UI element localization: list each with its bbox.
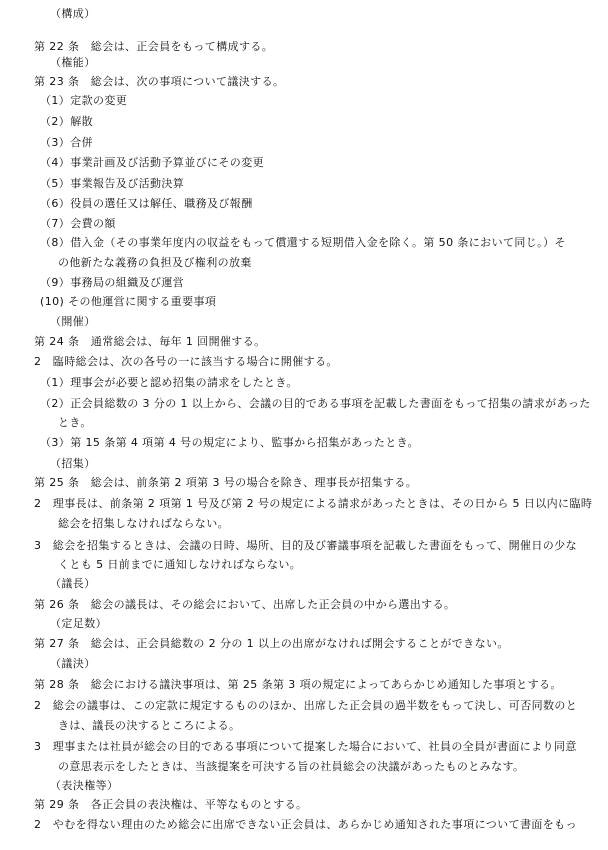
text-line: 第 23 条 総会は、次の事項について議決する。 <box>34 75 285 88</box>
text-line: （5）事業報告及び活動決算 <box>40 177 185 190</box>
text-line: （定足数） <box>50 617 107 630</box>
text-line: 第 24 条 通常総会は、毎年 1 回開催する。 <box>34 335 266 348</box>
text-line: （権能） <box>50 56 96 69</box>
text-line: （1）定款の変更 <box>40 94 128 107</box>
text-line: （招集） <box>50 457 96 470</box>
text-line: （1）理事会が必要と認め招集の請求をしたとき。 <box>40 376 298 389</box>
text-line: （8）借入金（その事業年度内の収益をもって償還する短期借入金を除く。第 50 条において同じ。）そ <box>40 236 566 249</box>
text-line: 第 27 条 総会は、正会員総数の 2 分の 1 以上の出席がなければ開会することができない。 <box>34 637 509 650</box>
text-line: (10) その他運営に関する重要事項 <box>40 295 217 308</box>
text-line: くとも 5 日前までに通知しなければならない。 <box>58 558 302 571</box>
text-line: 第 22 条 総会は、正会員をもって構成する。 <box>34 40 274 53</box>
text-line: 第 28 条 総会における議決事項は、第 25 条第 3 項の規定によってあらかじめ通知した事項とする。 <box>34 678 562 691</box>
text-line: の意思表示をしたときは、当該提案を可決する旨の社員総会の決議があったものとみなす。 <box>58 760 525 773</box>
text-line: 第 29 条 各正会員の表決権は、平等なものとする。 <box>34 798 308 811</box>
text-line: 第 26 条 総会の議長は、その総会において、出席した正会員の中から選出する。 <box>34 598 456 611</box>
text-line: 総会を招集しなければならない。 <box>58 517 229 530</box>
text-line: （7）会費の額 <box>40 217 116 230</box>
text-line: （構成） <box>50 7 96 20</box>
text-line: とき。 <box>58 416 92 429</box>
text-line: （4）事業計画及び活動予算並びにその変更 <box>40 156 264 169</box>
text-line: （6）役員の選任又は解任、職務及び報酬 <box>40 197 253 210</box>
text-line: 第 25 条 総会は、前条第 2 項第 3 号の場合を除き、理事長が招集する。 <box>34 476 418 489</box>
text-line: 2 やむを得ない理由のため総会に出席できない正会員は、あらかじめ通知された事項について書面をもっ <box>34 818 577 831</box>
text-line: （3）第 15 条第 4 項第 4 号の規定により、監事から招集があったとき。 <box>40 436 420 449</box>
text-line: の他新たな義務の負担及び権利の放棄 <box>58 256 252 269</box>
text-line: 2 総会の議事は、この定款に規定するもののほか、出席した正会員の過半数をもって決し、可否同数のと <box>34 699 578 712</box>
text-line: 2 理事長は、前条第 2 項第 1 号及び第 2 号の規定による請求があったときは、その日から 5 日以内に臨時 <box>34 497 593 510</box>
text-line: きは、議長の決するところによる。 <box>58 719 241 732</box>
text-line: （9）事務局の組織及び運営 <box>40 276 185 289</box>
text-line: （開催） <box>50 315 96 328</box>
text-line: 2 臨時総会は、次の各号の一に該当する場合に開催する。 <box>34 355 338 368</box>
text-line: 3 総会を招集するときは、会議の日時、場所、目的及び審議事項を記載した書面をもって、開催日の少な <box>34 539 577 552</box>
text-line: （2）正会員総数の 3 分の 1 以上から、会議の目的である事項を記載した書面をもって招集の請求があった <box>40 397 591 410</box>
text-line: （議決） <box>50 657 96 670</box>
text-line: 3 理事または社員が総会の目的である事項について提案した場合において、社員の全員が書面により同意 <box>34 740 577 753</box>
text-line: （議長） <box>50 577 96 590</box>
text-line: （3）合併 <box>40 136 93 149</box>
text-line: （2）解散 <box>40 115 93 128</box>
text-line: （表決権等） <box>50 779 119 792</box>
